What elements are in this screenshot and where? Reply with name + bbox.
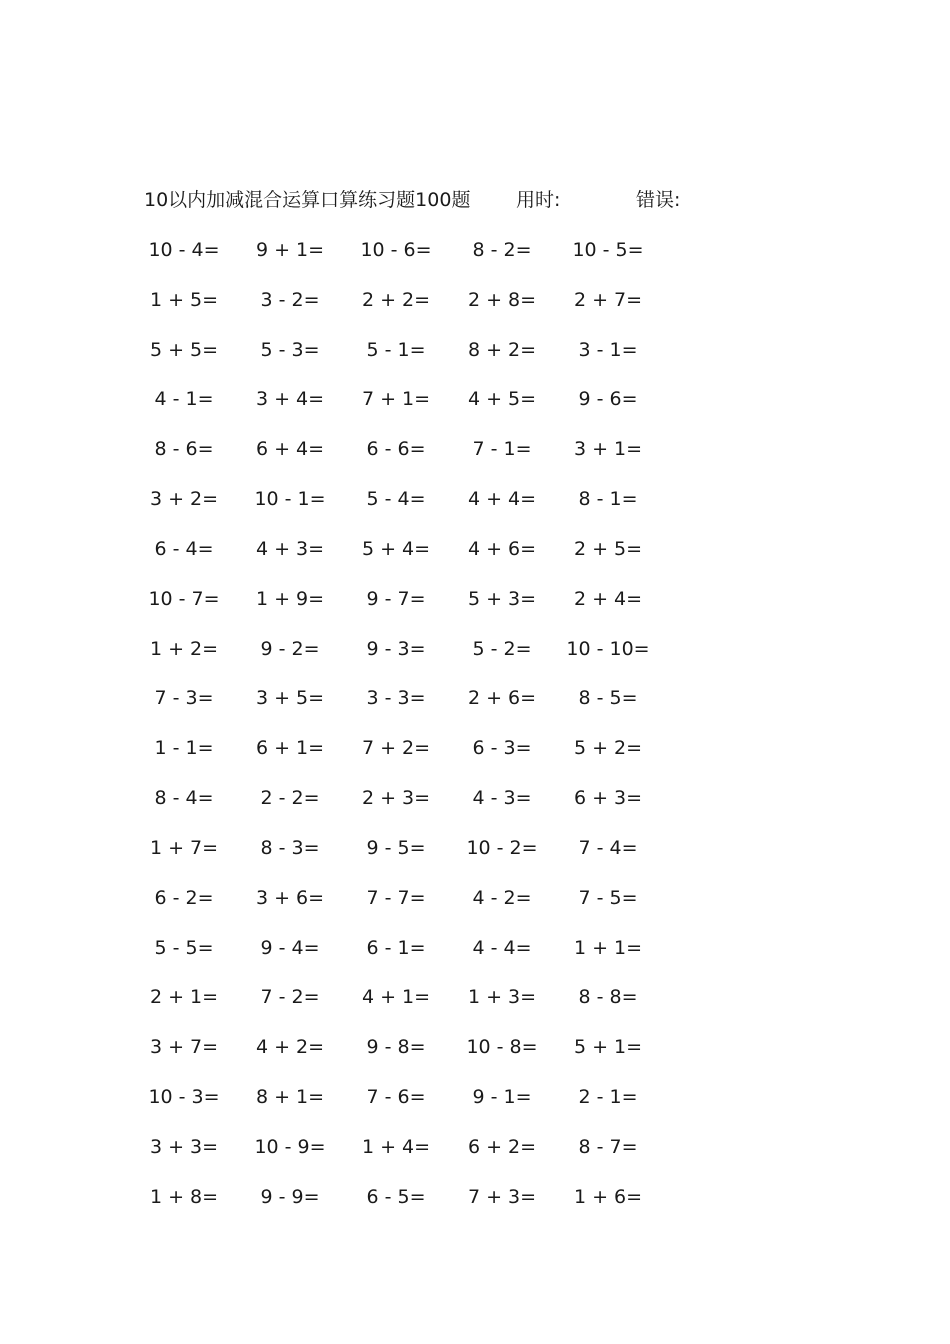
problem-row bbox=[0, 286, 950, 336]
math-problem: 2 + 8= bbox=[467, 288, 537, 311]
math-problem: 8 + 2= bbox=[467, 338, 537, 361]
math-problem: 2 - 1= bbox=[578, 1086, 638, 1109]
math-problem: 3 + 3= bbox=[149, 1135, 219, 1158]
math-problem: 4 - 2= bbox=[472, 886, 532, 909]
math-problem: 5 + 5= bbox=[149, 338, 219, 361]
math-problem: 4 + 4= bbox=[467, 488, 537, 511]
math-problem: 5 + 3= bbox=[467, 587, 537, 610]
error-label: 错误: bbox=[636, 189, 681, 211]
math-problem: 10 - 2= bbox=[466, 836, 538, 859]
problem-row bbox=[0, 635, 950, 685]
math-problem: 7 - 5= bbox=[578, 886, 638, 909]
math-problem: 6 + 4= bbox=[255, 438, 325, 461]
math-problem: 3 - 2= bbox=[260, 288, 320, 311]
math-problem: 6 + 2= bbox=[467, 1135, 537, 1158]
math-problem: 9 - 7= bbox=[366, 587, 426, 610]
problem-row bbox=[0, 1133, 950, 1183]
math-problem: 3 + 5= bbox=[255, 687, 325, 710]
math-problem: 6 - 4= bbox=[154, 537, 214, 560]
math-problem: 10 - 1= bbox=[254, 488, 326, 511]
math-problem: 7 - 4= bbox=[578, 836, 638, 859]
math-problem: 1 + 5= bbox=[149, 288, 219, 311]
math-problem: 5 - 5= bbox=[154, 936, 214, 959]
problem-row bbox=[0, 385, 950, 435]
math-problem: 1 + 7= bbox=[149, 836, 219, 859]
math-problem: 4 + 3= bbox=[255, 537, 325, 560]
math-problem: 8 - 3= bbox=[260, 836, 320, 859]
problem-row bbox=[0, 585, 950, 635]
math-problem: 5 - 1= bbox=[366, 338, 426, 361]
math-problem: 9 - 4= bbox=[260, 936, 320, 959]
math-problem: 2 + 5= bbox=[573, 537, 643, 560]
problem-row bbox=[0, 535, 950, 585]
math-problem: 6 - 1= bbox=[366, 936, 426, 959]
problem-row bbox=[0, 784, 950, 834]
problem-row bbox=[0, 934, 950, 984]
math-problem: 10 - 8= bbox=[466, 1036, 538, 1059]
math-problem: 3 + 2= bbox=[149, 488, 219, 511]
math-problem: 9 - 3= bbox=[366, 637, 426, 660]
math-problem: 1 + 4= bbox=[361, 1135, 431, 1158]
math-problem: 10 - 10= bbox=[566, 637, 650, 660]
math-problem: 5 - 3= bbox=[260, 338, 320, 361]
math-problem: 5 - 2= bbox=[472, 637, 532, 660]
math-problem: 4 + 6= bbox=[467, 537, 537, 560]
math-problem: 7 + 1= bbox=[361, 388, 431, 411]
problem-row bbox=[0, 884, 950, 934]
math-problem: 8 - 5= bbox=[578, 687, 638, 710]
time-label: 用时: bbox=[516, 189, 561, 211]
math-problem: 1 + 9= bbox=[255, 587, 325, 610]
math-problem: 4 + 2= bbox=[255, 1036, 325, 1059]
math-problem: 2 + 6= bbox=[467, 687, 537, 710]
problem-row bbox=[0, 983, 950, 1033]
math-problem: 8 - 2= bbox=[472, 239, 532, 261]
math-problem: 8 + 1= bbox=[255, 1086, 325, 1109]
math-problem: 7 + 2= bbox=[361, 737, 431, 760]
math-problem: 9 - 9= bbox=[260, 1185, 320, 1208]
math-problem: 2 + 1= bbox=[149, 986, 219, 1009]
math-problem: 4 - 3= bbox=[472, 787, 532, 810]
math-problem: 8 - 4= bbox=[154, 787, 214, 810]
math-problem: 3 - 3= bbox=[366, 687, 426, 710]
math-problem: 6 + 1= bbox=[255, 737, 325, 760]
math-problem: 10 - 9= bbox=[254, 1135, 326, 1158]
math-problem: 7 - 6= bbox=[366, 1086, 426, 1109]
math-problem: 10 - 4= bbox=[148, 239, 220, 261]
math-problem: 4 - 4= bbox=[472, 936, 532, 959]
math-problem: 2 + 7= bbox=[573, 288, 643, 311]
math-problem: 6 - 6= bbox=[366, 438, 426, 461]
problem-row bbox=[0, 1033, 950, 1083]
problem-row bbox=[0, 734, 950, 784]
problem-row bbox=[0, 435, 950, 485]
math-problem: 1 + 8= bbox=[149, 1185, 219, 1208]
math-problem: 3 + 1= bbox=[573, 438, 643, 461]
math-problem: 9 - 6= bbox=[578, 388, 638, 411]
worksheet-header bbox=[144, 186, 764, 214]
math-problem: 9 - 1= bbox=[472, 1086, 532, 1109]
math-problem: 4 + 5= bbox=[467, 388, 537, 411]
math-problem: 8 - 7= bbox=[578, 1135, 638, 1158]
math-problem: 6 - 2= bbox=[154, 886, 214, 909]
problem-row bbox=[0, 1083, 950, 1133]
math-problem: 4 - 1= bbox=[154, 388, 214, 411]
math-problem: 1 + 1= bbox=[573, 936, 643, 959]
math-problem: 9 + 1= bbox=[255, 239, 325, 261]
math-problem: 10 - 3= bbox=[148, 1086, 220, 1109]
math-problem: 5 + 4= bbox=[361, 537, 431, 560]
math-problem: 8 - 8= bbox=[578, 986, 638, 1009]
math-problem: 9 - 5= bbox=[366, 836, 426, 859]
math-problem: 1 + 3= bbox=[467, 986, 537, 1009]
problem-row bbox=[0, 834, 950, 884]
math-problem: 7 + 3= bbox=[467, 1185, 537, 1208]
math-problem: 7 - 1= bbox=[472, 438, 532, 461]
problem-row bbox=[0, 336, 950, 386]
math-problem: 8 - 1= bbox=[578, 488, 638, 511]
math-problem: 3 - 1= bbox=[578, 338, 638, 361]
worksheet-title: 10以内加减混合运算口算练习题100题 bbox=[144, 189, 471, 211]
math-problem: 3 + 4= bbox=[255, 388, 325, 411]
problem-row bbox=[0, 485, 950, 535]
math-problem: 10 - 6= bbox=[360, 239, 432, 261]
math-problem: 2 + 3= bbox=[361, 787, 431, 810]
math-problem: 5 - 4= bbox=[366, 488, 426, 511]
math-problem: 1 + 2= bbox=[149, 637, 219, 660]
math-problem: 7 - 7= bbox=[366, 886, 426, 909]
math-problem: 6 + 3= bbox=[573, 787, 643, 810]
math-problem: 3 + 6= bbox=[255, 886, 325, 909]
math-problem: 2 + 2= bbox=[361, 288, 431, 311]
math-problem: 1 - 1= bbox=[154, 737, 214, 760]
math-problem: 1 + 6= bbox=[573, 1185, 643, 1208]
math-problem: 6 - 3= bbox=[472, 737, 532, 760]
math-problem: 9 - 2= bbox=[260, 637, 320, 660]
math-problem: 6 - 5= bbox=[366, 1185, 426, 1208]
math-problem: 10 - 7= bbox=[148, 587, 220, 610]
math-problem: 9 - 8= bbox=[366, 1036, 426, 1059]
math-problem: 5 + 2= bbox=[573, 737, 643, 760]
problem-row bbox=[0, 684, 950, 734]
math-problem: 5 + 1= bbox=[573, 1036, 643, 1059]
math-problem: 7 - 2= bbox=[260, 986, 320, 1009]
math-problem: 2 - 2= bbox=[260, 787, 320, 810]
math-problem: 4 + 1= bbox=[361, 986, 431, 1009]
math-problem: 3 + 7= bbox=[149, 1036, 219, 1059]
problem-row bbox=[0, 1183, 950, 1233]
math-problem: 10 - 5= bbox=[572, 239, 644, 261]
problem-row bbox=[0, 236, 950, 286]
math-problem: 2 + 4= bbox=[573, 587, 643, 610]
problem-grid bbox=[0, 236, 950, 1233]
math-problem: 7 - 3= bbox=[154, 687, 214, 710]
math-problem: 8 - 6= bbox=[154, 438, 214, 461]
